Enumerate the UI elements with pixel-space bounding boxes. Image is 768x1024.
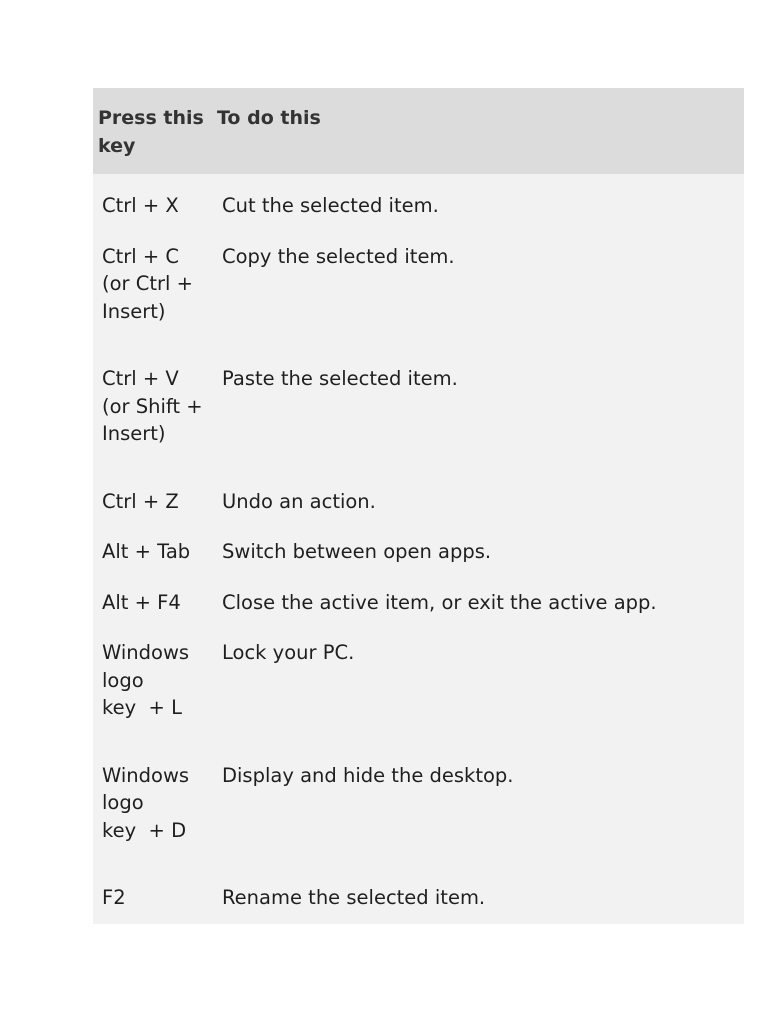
- action-cell: Undo an action.: [222, 489, 376, 513]
- key-cell: [93, 520, 212, 571]
- key-text: key + L: [102, 696, 182, 719]
- key-text: key + D: [102, 818, 187, 842]
- table-row: [93, 347, 744, 470]
- key-text: Windows: [102, 763, 190, 787]
- header-row: [93, 88, 744, 174]
- key-text: Alt + F4: [102, 590, 181, 614]
- table-row: [93, 225, 744, 348]
- key-cell: [93, 571, 212, 622]
- key-text: Alt + Tab: [102, 540, 191, 563]
- key-cell: [93, 470, 212, 521]
- action-cell: Paste the selected item.: [222, 367, 458, 390]
- table-row: [93, 174, 744, 225]
- key-cell: [93, 174, 212, 225]
- key-text: Ctrl + V: [102, 367, 179, 390]
- key-text: Ctrl + C: [102, 244, 180, 268]
- header-action: To do this: [217, 107, 321, 129]
- keyboard-shortcuts-table: [93, 88, 744, 924]
- action-cell: Cut the selected item.: [222, 194, 439, 217]
- key-text: Windows: [102, 641, 190, 664]
- key-cell: [93, 347, 212, 470]
- table-header: [93, 88, 744, 174]
- action-cell: Close the active item, or exit the active app.: [222, 590, 657, 614]
- key-text: logo: [102, 791, 144, 814]
- header-key: Press this key: [98, 107, 204, 157]
- table-row: [93, 866, 744, 924]
- action-cell: Display and hide the desktop.: [222, 763, 514, 787]
- action-cell: Copy the selected item.: [222, 244, 455, 268]
- key-cell: [93, 866, 212, 924]
- table-row: [93, 520, 744, 571]
- key-cell: [93, 621, 212, 744]
- table-body: [93, 174, 744, 924]
- action-cell: Lock your PC.: [222, 641, 355, 664]
- table-row: [93, 470, 744, 521]
- key-text: (or Ctrl +: [102, 272, 193, 295]
- key-text: logo: [102, 668, 144, 692]
- table-row: [93, 571, 744, 622]
- key-text: (or Shift +: [102, 394, 203, 418]
- key-cell: [93, 744, 212, 867]
- table-row: [93, 744, 744, 867]
- key-text: Ctrl + Z: [102, 489, 179, 513]
- key-text: F2: [102, 886, 126, 909]
- key-text: Ctrl + X: [102, 194, 179, 217]
- key-cell: [93, 225, 212, 348]
- key-text: Insert): [102, 422, 166, 445]
- table-row: [93, 621, 744, 744]
- action-cell: Rename the selected item.: [222, 886, 486, 909]
- key-text: Insert): [102, 299, 166, 323]
- action-cell: Switch between open apps.: [222, 540, 492, 563]
